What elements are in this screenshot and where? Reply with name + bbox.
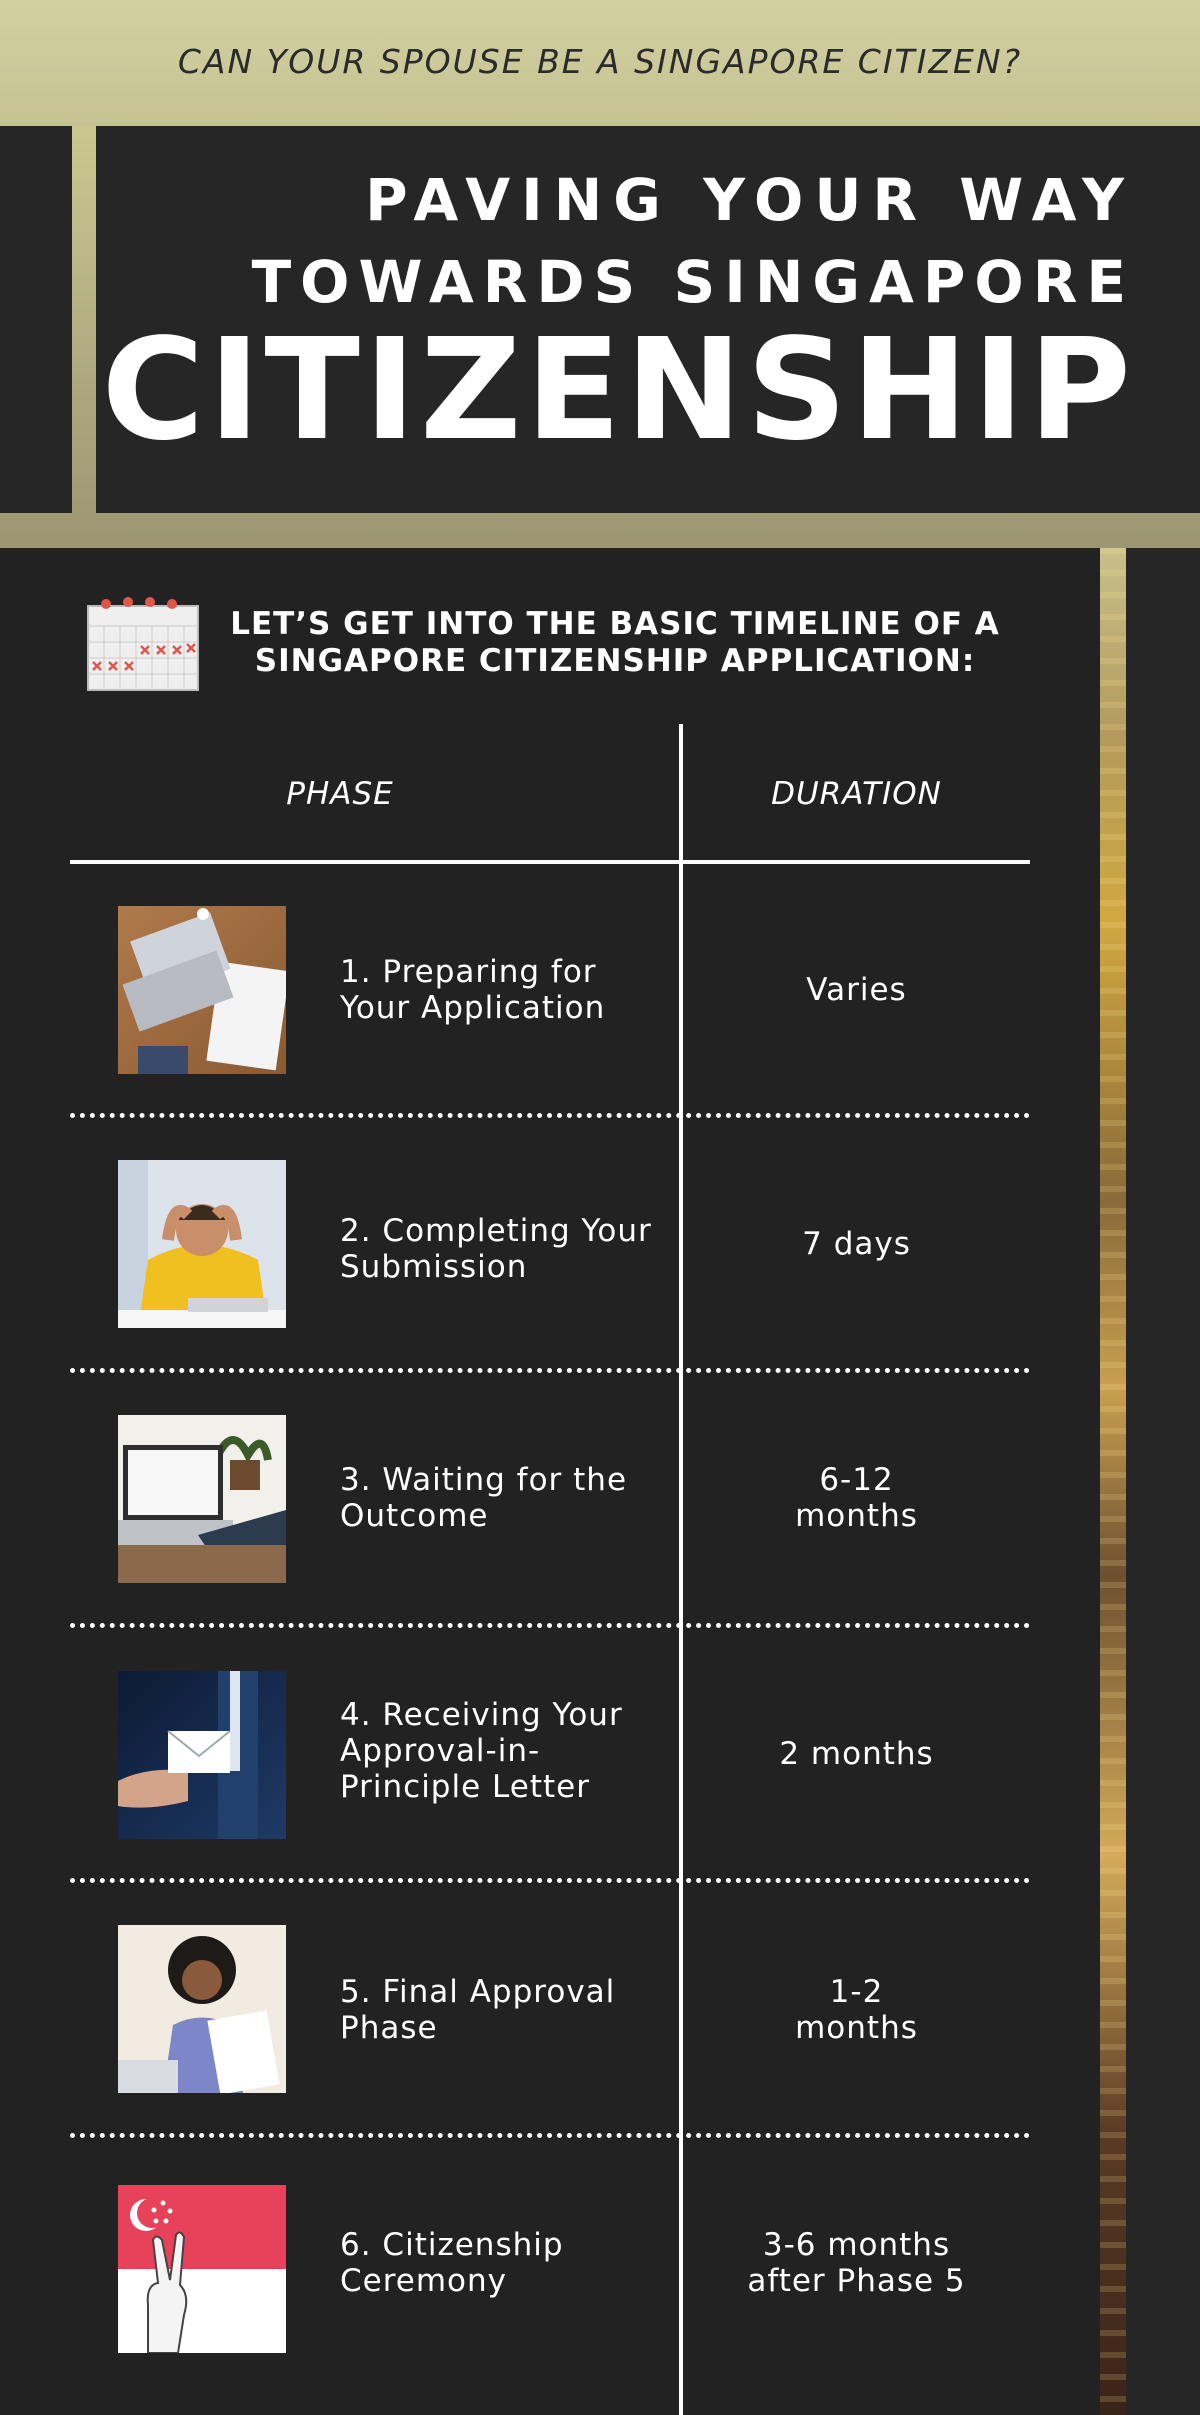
duration-line: 1-2 <box>829 1974 884 2010</box>
stressed-man-photo <box>118 1160 286 1328</box>
duration-label <box>684 972 1029 1008</box>
duration-line: 3-6 months <box>762 2227 951 2263</box>
duration-line: months <box>795 2010 918 2046</box>
row-separator <box>70 1368 1030 1373</box>
duration-line: 6-12 <box>819 1462 894 1498</box>
phase-line: Submission <box>340 1249 528 1285</box>
phase-line: Approval-in- <box>340 1733 541 1769</box>
singapore-flag-hand <box>118 2185 286 2353</box>
table-row <box>0 1380 1100 1635</box>
column-header-duration: DURATION <box>771 776 942 812</box>
duration-label <box>684 1226 1029 1262</box>
intro-heading <box>230 606 1000 680</box>
table-row <box>0 1890 1100 2145</box>
phase-line: Principle Letter <box>340 1769 590 1805</box>
title-line-3: CITIZENSHIP <box>101 309 1135 472</box>
table-row <box>0 1125 1100 1380</box>
duration-label <box>684 2227 1029 2299</box>
header-rule <box>70 860 1030 864</box>
subtitle: CAN YOUR SPOUSE BE A SINGAPORE CITIZEN? <box>177 42 1023 81</box>
phase-line: Ceremony <box>340 2263 508 2299</box>
title-line-1: PAVING YOUR WAY <box>365 166 1135 234</box>
phase-label <box>340 1213 670 1285</box>
laptop-desk-photo <box>118 906 286 1074</box>
phase-label <box>340 1697 670 1805</box>
duration-line: 7 days <box>802 1226 911 1262</box>
duration-label <box>684 1974 1029 2046</box>
phase-line: 2. Completing Your <box>340 1213 652 1249</box>
right-column-block <box>1126 548 1200 2415</box>
duration-line: 2 months <box>779 1736 934 1772</box>
phase-label <box>340 2227 670 2299</box>
row-separator <box>70 1623 1030 1628</box>
phase-label <box>340 1974 670 2046</box>
duration-line: Varies <box>806 972 907 1008</box>
happy-woman-photo <box>118 1925 286 2093</box>
header-left-block <box>0 126 72 513</box>
table-row <box>0 2145 1100 2400</box>
table-row <box>0 870 1100 1125</box>
phase-line: 4. Receiving Your <box>340 1697 623 1733</box>
phase-line: Phase <box>340 2010 438 2046</box>
phase-label <box>340 954 670 1026</box>
header-title-box <box>96 126 1200 513</box>
duration-label <box>684 1736 1029 1772</box>
row-separator <box>70 1878 1030 1883</box>
table-row <box>0 1635 1100 1890</box>
city-lights-strip <box>1100 548 1126 2415</box>
intro-line-1: LET’S GET INTO THE BASIC TIMELINE OF A <box>230 606 1000 642</box>
duration-label <box>684 1462 1029 1534</box>
column-header-phase: PHASE <box>286 776 394 812</box>
top-band <box>0 0 1200 126</box>
phase-label <box>340 1462 670 1534</box>
phase-line: 1. Preparing for <box>340 954 597 990</box>
calendar-icon <box>86 596 200 692</box>
duration-line: after Phase 5 <box>747 2263 966 2299</box>
phase-line: 5. Final Approval <box>340 1974 616 2010</box>
row-separator <box>70 2133 1030 2138</box>
intro-line-2: SINGAPORE CITIZENSHIP APPLICATION: <box>254 643 976 679</box>
duration-line: months <box>795 1498 918 1534</box>
phase-line: 3. Waiting for the <box>340 1462 628 1498</box>
laptop-typing-photo <box>118 1415 286 1583</box>
phase-line: Your Application <box>340 990 606 1026</box>
envelope-hand-photo <box>118 1671 286 1839</box>
phase-line: Outcome <box>340 1498 489 1534</box>
phase-line: 6. Citizenship <box>340 2227 564 2263</box>
row-separator <box>70 1113 1030 1118</box>
title-line-2: TOWARDS SINGAPORE <box>251 248 1135 316</box>
